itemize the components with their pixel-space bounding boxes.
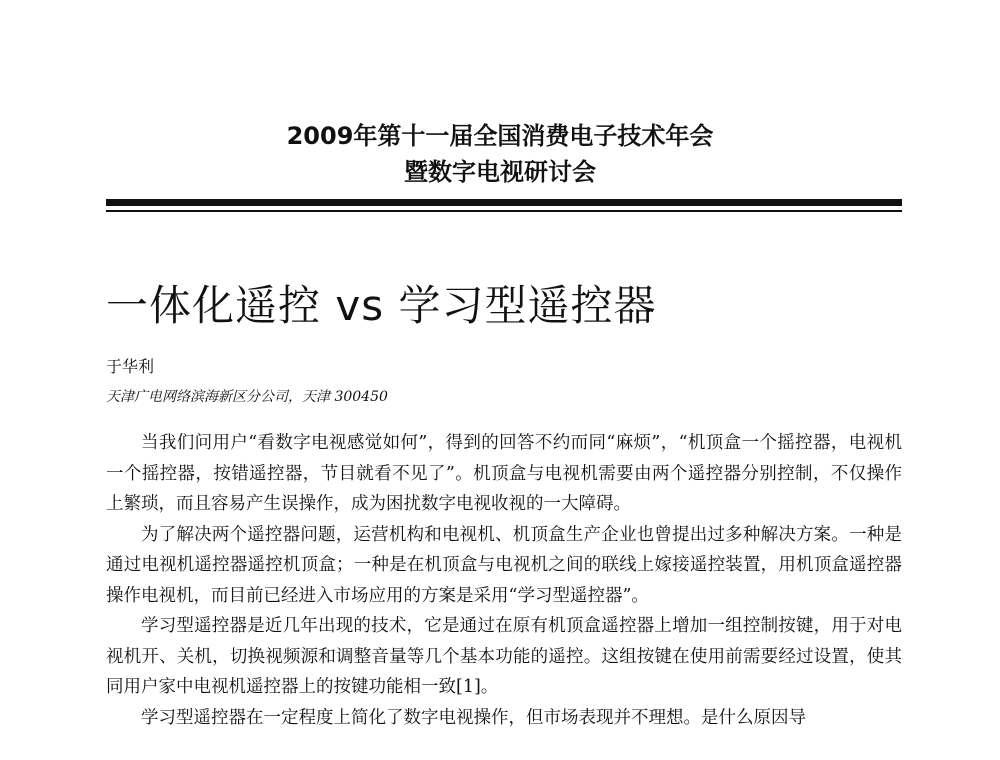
body-paragraph: 当我们问用户“看数字电视感觉如何”，得到的回答不约而同“麻烦”，“机顶盒一个摇控器，电视机一个摇控器，按错遥控器，节目就看不见了”。机顶盒与电视机需要由两个遥控器分别控制，不仅操作上繁琐，而且容易产生误操作，成为困扰数字电视收视的一大障碍。 (106, 433, 902, 514)
body-paragraph: 学习型遥控器是近几年出现的技术，它是通过在原有机顶盒遥控器上增加一组控制按键，用于对电视机开、关机，切换视频源和调整音量等几个基本功能的遥控。这组按键在使用前需要经过设置，使其同用户家中电视机遥控器上的按键功能相一致[1]。 (106, 616, 902, 697)
author-affiliation: 天津广电网络滨海新区分公司，天津 300450 (106, 389, 388, 405)
header-rule-thin (106, 210, 902, 212)
header-rule-thick (106, 199, 902, 206)
conference-header (0, 118, 1000, 190)
body-paragraph: 为了解决两个遥控器问题，运营机构和电视机、机顶盒生产企业也曾提出过多种解决方案。一种是通过电视机遥控器遥控机顶盒；一种是在机顶盒与电视机之间的联线上嫁接遥控装置，用机顶盒遥控器操作电视机，而目前已经进入市场应用的方案是采用“学习型遥控器”。 (106, 524, 902, 606)
article-title: 一体化遥控 vs 学习型遥控器 (106, 281, 657, 330)
body-paragraph: 学习型遥控器在一定程度上简化了数字电视操作，但市场表现并不理想。是什么原因导 (141, 707, 806, 728)
conference-title: 2009年第十一届全国消费电子技术年会 (286, 122, 714, 150)
article-body (106, 428, 902, 733)
conference-subtitle: 暨数字电视研讨会 (404, 158, 596, 186)
article-author: 于华利 (106, 357, 155, 376)
